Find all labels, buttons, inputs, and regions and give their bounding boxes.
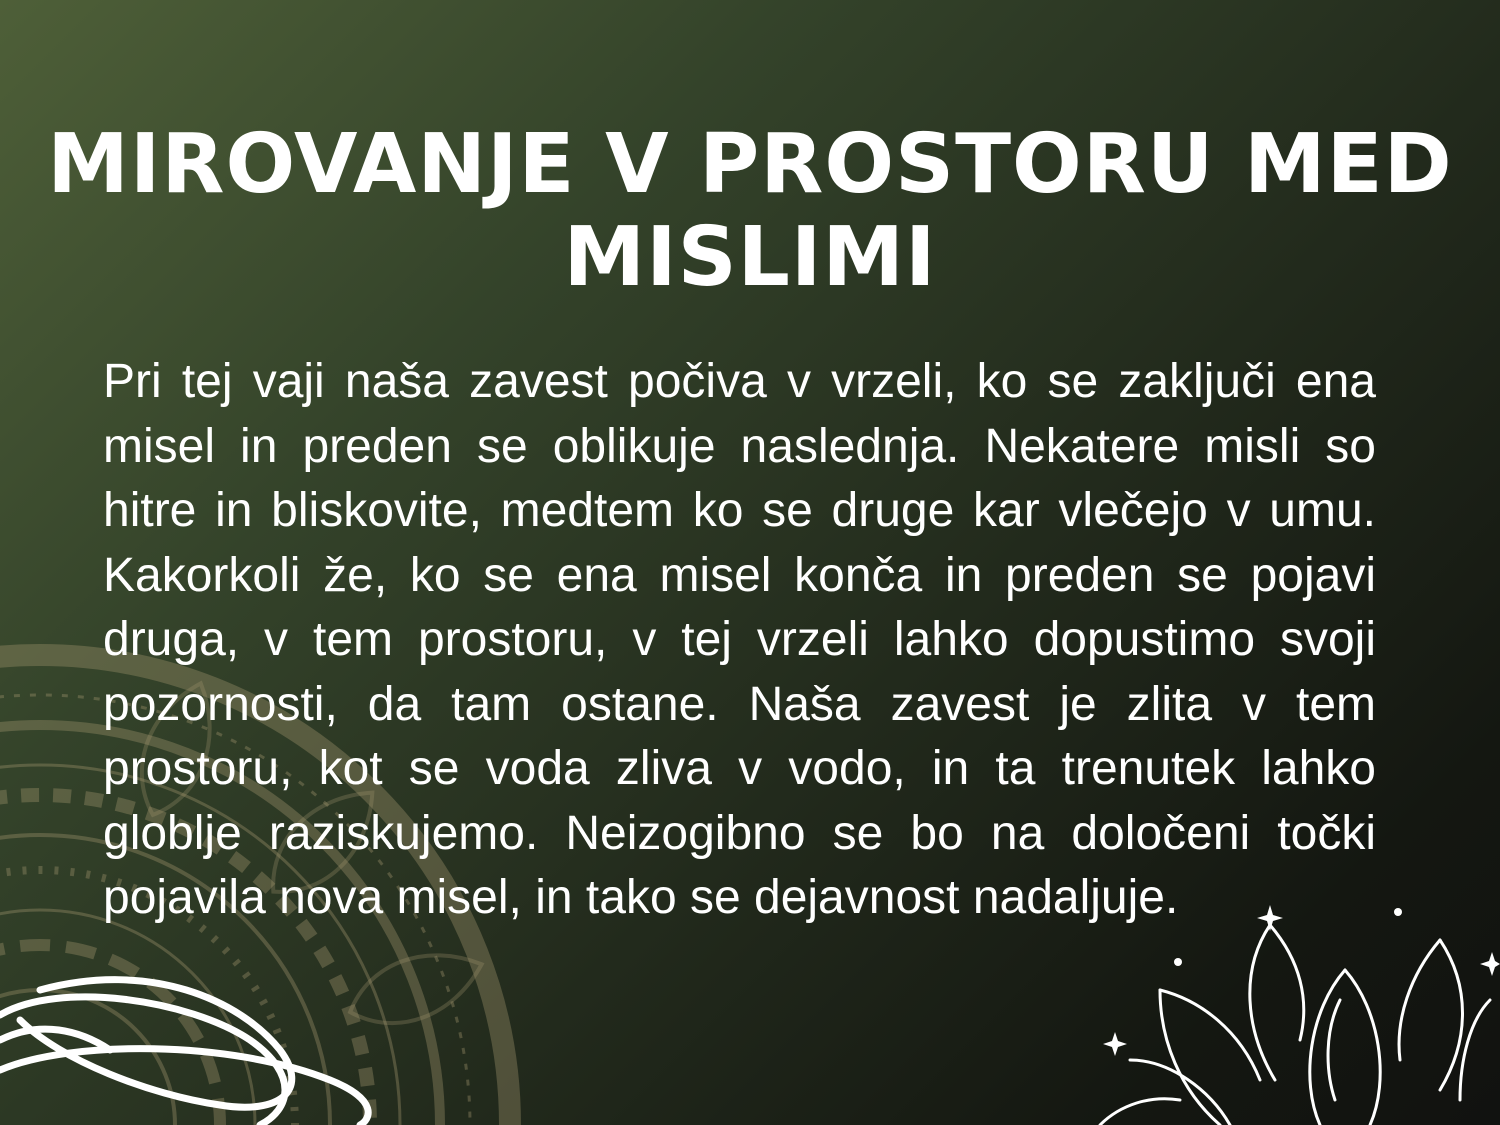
page-title: MIROVANJE V PROSTORU MED MISLIMI bbox=[47, 117, 1453, 305]
body-paragraph: Pri tej vaji naša zavest počiva v vrzeli, ko se zaključi ena misel in preden se oblikuje naslednja. Nekatere misli so hitre in bliskovite, medtem ko se druge kar vlečejo v umu. Kakorkoli že, ko se ena misel konča in preden se pojavi druga, v tem prostoru, v tej vrzeli lahko dopustimo svoji pozornosti, da tam ostane. Naša zavest je zlita v tem prostoru, kot se voda zliva v vodo, in ta trenutek lahko globlje raziskujemo. Neizogibno se bo na določeni točki pojavila nova misel, in tako se dejavnost nadaljuje. bbox=[103, 355, 1376, 924]
